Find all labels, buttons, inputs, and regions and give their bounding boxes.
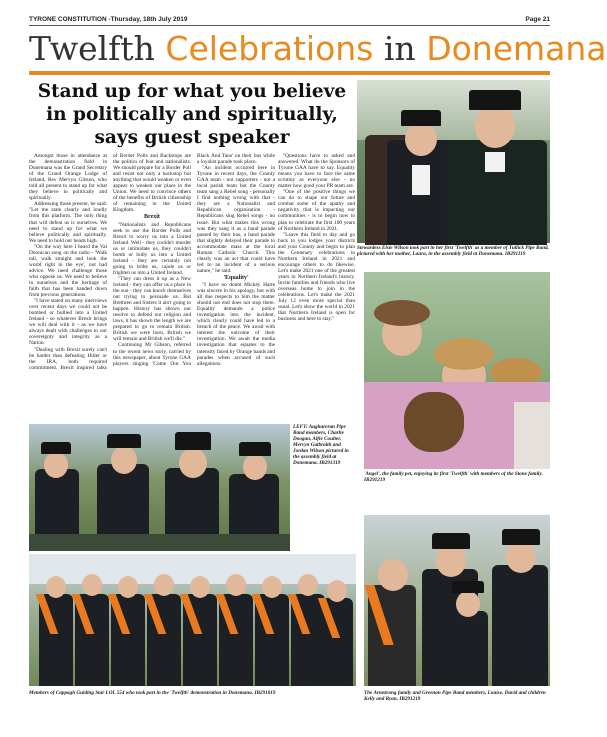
article-paragraph: Continuing Mr Gibson, referred to the recent news story, carried by this newspaper, about Tyrone GAA players singing 'Come Out You Black And Tans' on their bus while a loyalist parade took place.	[113, 153, 275, 367]
photo-armstrong-family	[364, 515, 550, 686]
article-body	[29, 153, 275, 423]
article-paragraph: "Leave this field to day and go back to you lodges your districts and your County and begin to plan the Centenary celebrations in Northern Ireland in 2021 and encourage others to do likewise. Let's make 2021 one of the greatest years in Northern Ireland's history. Invite families and friends who live overseas home to join in the celebrations. Let's make the 2021 July 12 even more special than usual. Let's show the world in 2021 that Northern Ireland is open for business and here to stay."	[278, 231, 355, 323]
article-paragraph: "One of the positive things we can do to shape our future and combat some of the apathy and negativity that is impacting our communities - is to begin now to plan to celebrate the first 100 years of Northern Ireland in 2021.	[278, 189, 355, 232]
article-paragraph: "I have no doubt Mickey Harte was sincere in his apology, but with all due respects to him the matter should not end does not stop there. Equality demands a police investigation into the incident, which clearly could have led to a breach of the peace. We await with interest the outcome of their investigation. We await the media investigation that equates to the intensity faced by Orange bands and parades when accused of such allegations.	[197, 281, 275, 367]
photo-stewardess-and-mother	[357, 80, 550, 243]
photo-pipe-band-members	[29, 424, 290, 551]
section-title	[29, 27, 607, 71]
caption-armstrong: The Armstrong family and Greenan Pipe Band members, Louise, David and children Kelly and Ryan. IB291219	[364, 690, 546, 702]
article-paragraph: "Nationalists and Republicans seek to use the Border Polls and Brexit to worry us into a United Ireland. Well - they couldn't murder us or intimidate us, they couldn't bomb or bully us into a United Ireland - they are certainly not going to bribe us, cajole us or frighten us into a United Ireland.	[113, 221, 191, 276]
article-paragraph: "An incident occurred here in Tyrone in recent days, the County GAA team - not supporters - not a local parish team but the County team sang a Rebel song - personally I find nothing wrong with that - they are a Nationalist and Republican organisation - Republicans sing Rebel songs - no issue. But what makes this wrong was they sang it as a band parade passed by their bus, a band parade that slightly delayed their parade to accommodate mass at the local Roman Catholic Church. This clearly was an act that could have led to an incident of a serious nature," he said.	[197, 165, 275, 274]
publication-line: TYRONE CONSTITUTION -Thursday, 18th July 2019	[29, 16, 188, 23]
article-paragraph: "They can dress it up as a New Ireland - they can offer us a place in the sun - they can knock themselves out trying to persuade us. But Brethren and Sisters it ain't going to happen. History has shown our resolve to defend our religion and laws, it has shown the length we are prepared to go to remain British. British we were born, British we will remain and British we'll die."	[113, 275, 191, 343]
section-title-word-3: in	[383, 29, 416, 68]
masthead-rule	[29, 25, 550, 26]
photo-lodge-members	[29, 554, 356, 686]
article-paragraph: "Questions have to asked and answered. What do the Sponsors of Tyrone GAA have to say. Equality means you have to face the same scrutiny as everyone else - no matter how good your PR team are.	[278, 153, 355, 190]
article-paragraph: "I have stated on many interviews over recent days we could not be bombed or bullied into a United Ireland - so whatever Brexit brings we will deal with it - as we have always dealt with challenges to our sovereignty and integrity as a Nation.	[29, 298, 107, 347]
caption-pipe-band: LEFT: Aughareran Pipe Band members, Charlie Doogan, Alfie Coulter, Mervyn Galbraith and Jordan Wilson pictured in the assembly field at Donemana. IB291319	[293, 424, 349, 466]
photo-family-with-dog	[364, 272, 550, 469]
section-title-word-1: Twelfth	[29, 29, 155, 68]
caption-stewardess: Stewardess Elsie Wilson took part in her first 'Twelfth' as a member of Tullick Pipe Band, pictured with her mother, Laura, in the assembly field at Donemana. IB291119	[357, 245, 549, 257]
section-rule	[29, 71, 550, 75]
article-column-4	[278, 153, 355, 423]
article-subhead: Brexit	[144, 214, 160, 221]
article-subhead: 'Equality'	[223, 274, 249, 281]
section-title-word-2: Celebrations	[165, 29, 374, 68]
page-number: Page 21	[525, 16, 550, 23]
headline: Stand up for what you believe in politically and spiritually, says guest speaker	[37, 81, 347, 148]
article-paragraph: Amongst those in attendance at the demonstration field in Donemana was the Grand Secretary of the Grand Orange Lodge of Ireland, Rev Mervyn Gibson, who told all present to stand up for what they believe in politically and spiritually.	[29, 153, 107, 202]
article-paragraph: "Dealing with Brexit surely can't be harder than defeating Hitler or the IRA, both required commitment. Brexit inspired talks of Border Polls and Backstops are the politics of fear and nationalists. We should prepare for a Border Poll and resist not only a backstop but anything that would weaken or even appear to weaken our place in the Union. We need to convince others of the benefits of British citizenship of remaining in the United Kingdom.	[29, 153, 191, 371]
caption-family-dog: 'Angel', the family pet, enjoying its first 'Twelfth' with members of the Stone family. IB291219	[364, 471, 543, 483]
article-paragraph: Addressing those present, he said: "Let me state clearly and loudly from this platform. The only thing that will defeat us is ourselves. We need to stand up for what we believe politically and spiritually. We need to hold our heads high.	[29, 201, 107, 244]
article-paragraph: "On the way here I heard the Val Doonican song on the radio - 'Walk tall, walk straight and look the world right in the eye', not bad advice. We need challenge those who oppose us. We need to believe in ourselves and the heritage of faith that has been handed down from previous generations.	[29, 243, 107, 299]
caption-lodge: Members of Cappagh Guiding Star LOL 554 who took part in the 'Twelfth' demonstration in Donemana. IB291019	[29, 690, 276, 696]
section-title-word-4: Donemana	[426, 29, 607, 68]
